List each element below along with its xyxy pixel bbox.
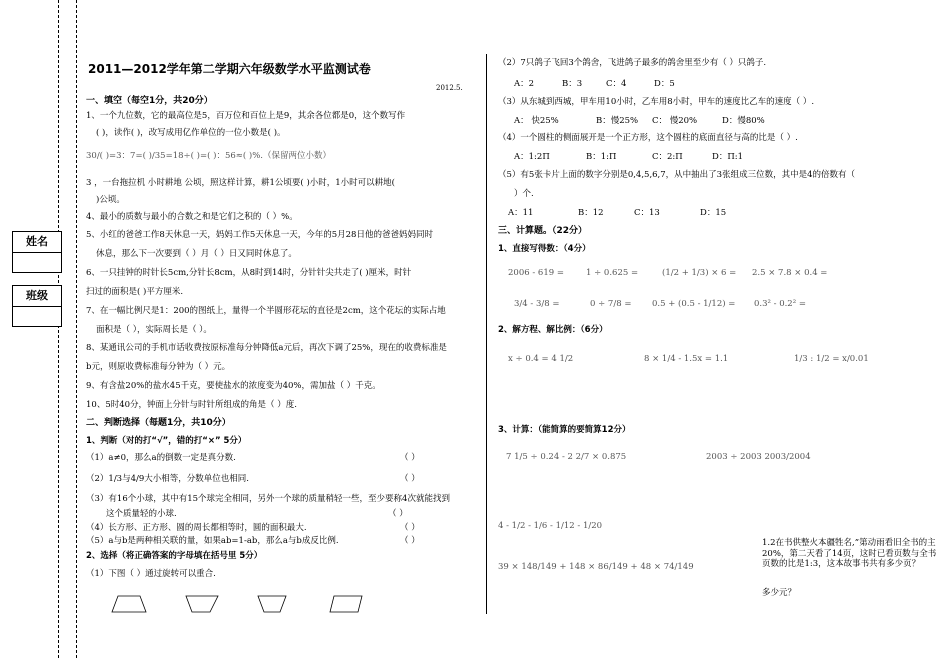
calc3-item-4: 39 × 148/149 + 148 × 86/149 + 48 × 74/149 <box>498 562 694 572</box>
section3-heading: 三、计算题。（22分） <box>498 226 588 236</box>
judge-blank-3: （ ） <box>388 509 408 519</box>
calc2-item-1: x ÷ 0.4 = 4 1/2 <box>508 354 574 364</box>
class-label: 班级 <box>13 286 61 307</box>
judge-item-4: （4）长方形、正方形、圆的周长都相等时，圆的面积最大. <box>86 523 307 533</box>
judge-blank-2: （ ） <box>400 474 420 484</box>
q3-text: （3）从东城到西城，甲车用10小时，乙车用8小时，甲车的速度比乙车的速度（ ）. <box>498 97 815 107</box>
q4-opt-d: D：Π:1 <box>712 152 743 162</box>
binding-line-left-2 <box>76 0 77 658</box>
s1-line-2: ( )，读作( )，改写成用亿作单位的一位小数是( )。 <box>96 128 286 138</box>
calc3-title: 3、计算：（能简算的要简算12分） <box>498 425 631 435</box>
s1-line-3b: )公顷。 <box>96 195 125 205</box>
trapezoid-shape-d <box>328 594 378 614</box>
judge-item-3: （3）有16个小球，其中有15个球完全相同，另外一个球的质量稍轻一些，至少要称4次就能找到 <box>86 494 450 504</box>
s1-line-6b: 扫过的面积是( )平方厘米. <box>86 287 184 297</box>
calc1-item-4: 2.5 × 7.8 × 0.4 = <box>752 268 828 278</box>
calc1-item-5: 3/4 - 3/8 = <box>514 299 560 309</box>
q4-opt-b: B：1:Π <box>586 152 617 162</box>
judge-item-1: （1）a≠0，那么a的倒数一定是真分数. <box>86 453 236 463</box>
column-divider <box>486 54 487 614</box>
q5-opt-c: C：13 <box>634 208 660 218</box>
judge-blank-1: （ ） <box>400 453 420 463</box>
s1-line-5b: 休息，那么下一次要到（ ）月（ ）日又同时休息了。 <box>96 249 297 259</box>
trapezoid-shape-b <box>182 594 232 614</box>
calc1-item-1: 2006 - 619 = <box>508 268 564 278</box>
q4-opt-a: A：1:2Π <box>514 152 550 162</box>
calc1-item-2: 1 ÷ 0.625 = <box>586 268 639 278</box>
page-title: 2011—2012学年第二学期六年级数学水平监测试卷 <box>88 62 371 76</box>
judge-blank-5: （ ） <box>400 536 420 546</box>
judge-item-5: （5）a与b是两种相关联的量，如果ab=1-ab，那么a与b成反比例. <box>86 536 339 546</box>
q5-text: （5）有5张卡片上面的数字分别是0,4,5,6,7，从中抽出了3张组成三位数，其中是4的倍数有（ <box>498 170 855 180</box>
s1-line-7: 7、在一幅比例尺是1：200的图纸上，量得一个半圆形花坛的直径是2cm，这个花坛的实际占地 <box>86 306 446 316</box>
s1-line-9: 9、有含盐20%的盐水45千克，要使盐水的浓度变为40%，需加盐（ ）千克。 <box>86 381 381 391</box>
judge-item-2: （2）1/3与4/9大小相等，分数单位也相同. <box>86 474 249 484</box>
q2-opt-a: A：2 <box>514 79 535 89</box>
judge-title: 1、判断（对的打“√”，错的打“×” 5分） <box>86 436 247 446</box>
class-box <box>12 285 62 327</box>
calc3-item-3: 4 - 1/2 - 1/6 - 1/12 - 1/20 <box>498 521 603 531</box>
q3-opt-b: B：慢25% <box>596 116 639 126</box>
section2-heading: 二、判断选择（每题1分，共10分） <box>86 418 231 428</box>
choice-title: 2、选择（将正确答案的字母填在括号里 5分） <box>86 551 263 561</box>
s1-line-6: 6、一只挂钟的时针长5cm,分针长8cm，从8时到14时，分针针尖共走了( )厘米，时针 <box>86 268 412 278</box>
s1-line-10: 10、5时40分，钟面上分针与时针所组成的角是（ ）度. <box>86 400 297 410</box>
judge-blank-4: （ ） <box>400 523 420 533</box>
s1-line-7b: 面积是（ ），实际周长是（ ）。 <box>96 325 212 335</box>
s1-line-3: 3 ，一台拖拉机 小时耕地 公顷，照这样计算，耕1公顷要( )小时，1小时可以耕地( <box>86 178 395 188</box>
q4-text: （4）一个圆柱的侧面展开是一个正方形，这个圆柱的底面直径与高的比是（ ）. <box>498 133 798 143</box>
calc2-item-2: 8 × 1/4 - 1.5x = 1.1 <box>644 354 729 364</box>
exam-date: 2012.5. <box>436 84 463 92</box>
judge-item-3b: 这个质量轻的小球. <box>106 509 177 519</box>
q3-opt-c: C： 慢20% <box>652 116 698 126</box>
choice-1: （1）下图（ ）通过旋转可以重合. <box>86 569 216 579</box>
s1-line-4: 4、最小的质数与最小的合数之和是它们之积的（ ）%。 <box>86 212 298 222</box>
q2-opt-c: C：4 <box>606 79 627 89</box>
trapezoid-shape-a <box>110 594 160 614</box>
calc1-title: 1、直接写得数：（4分） <box>498 244 591 254</box>
q2-opt-b: B：3 <box>562 79 583 89</box>
q5-opt-a: A：11 <box>508 208 534 218</box>
q5-opt-b: B：12 <box>578 208 604 218</box>
overlap-word-problem: 1.2在书供整火本疆牲名,”第动雨看旧全书的主20%，第二天看了14页，这时已看页数与全书页数的比是1:3，这本故事书共有多少页？ <box>762 538 937 570</box>
name-label: 姓名 <box>13 232 61 253</box>
calc2-item-3: 1/3 : 1/2 = x/0.01 <box>794 354 869 364</box>
s1-line-8b: b元，则原收费标准每分钟为（ ）元。 <box>86 362 231 372</box>
trapezoid-shape-c <box>256 594 306 614</box>
calc1-item-6: 0 ÷ 7/8 = <box>590 299 632 309</box>
q2-opt-d: D：5 <box>654 79 675 89</box>
section1-heading: 一、填空（每空1分，共20分） <box>86 96 213 106</box>
calc3-item-2: 2003 ÷ 2003 2003/2004 <box>706 452 811 462</box>
calc1-item-3: (1/2 + 1/3) × 6 = <box>662 268 737 278</box>
q4-opt-c: C：2:Π <box>652 152 683 162</box>
q5-opt-d: D：15 <box>700 208 727 218</box>
s1-line-5: 5、小红的爸爸工作8天休息一天，妈妈工作5天休息一天，今年的5月28日他的爸爸妈妈同时 <box>86 230 433 240</box>
calc1-item-8: 0.3² - 0.2² = <box>754 299 806 309</box>
overlap-word-problem-tail: 多少元？ <box>762 588 797 598</box>
calc3-item-1: 7 1/5 ÷ 0.24 - 2 2/7 × 0.875 <box>506 452 627 462</box>
s1-line-ratio: 30/( )=3：7=( )/35=18÷( )=( )：56≈( )%.（保留两位小数） <box>86 151 331 161</box>
binding-line-left <box>58 0 59 658</box>
calc1-item-7: 0.5 + (0.5 - 1/12) = <box>652 299 736 309</box>
calc2-title: 2、解方程、解比例：（6分） <box>498 325 608 335</box>
q3-opt-a: A： 快25% <box>514 116 559 126</box>
q5-text-b: ）个. <box>514 189 534 199</box>
s1-line-1: 1、一个九位数，它的最高位是5，百万位和百位上是9，其余各位都是0，这个数写作 <box>86 111 406 121</box>
name-box <box>12 231 62 273</box>
s1-line-8: 8、某通讯公司的手机市话收费按原标准每分钟降低a元后，再次下调了25%，现在的收费标准是 <box>86 343 447 353</box>
q2-text: （2）7只鸽子飞回3个鸽舍，飞进鸽子最多的鸽舍里至少有（ ）只鸽子. <box>498 58 767 68</box>
q3-opt-d: D：慢80% <box>722 116 765 126</box>
